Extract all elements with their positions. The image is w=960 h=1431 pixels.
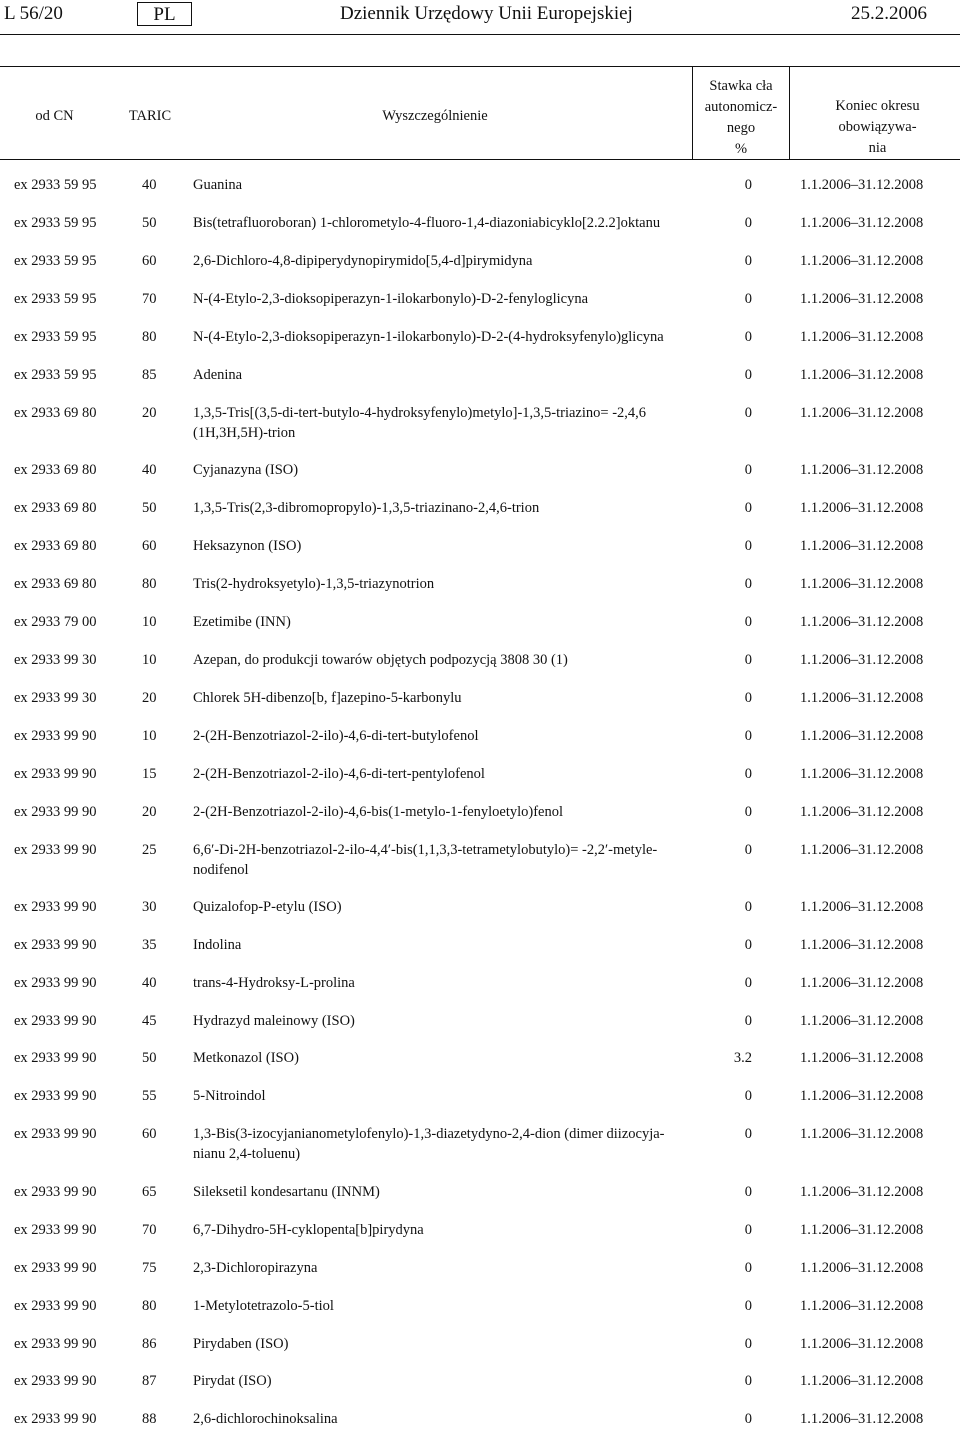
duty-rate: 0 xyxy=(744,1013,752,1029)
duty-rate: 0 xyxy=(744,576,752,592)
cn-code: ex 2933 69 80 xyxy=(14,462,97,478)
cn-code: ex 2933 69 80 xyxy=(14,576,97,592)
taric-code: 30 xyxy=(142,899,157,915)
duty-rate: 0 xyxy=(744,253,752,269)
validity-end: 1.1.2006–31.12.2008 xyxy=(800,1298,924,1314)
taric-code: 40 xyxy=(142,462,157,478)
duty-rate: 0 xyxy=(744,899,752,915)
rate-header-line-1: Stawka cła xyxy=(709,78,773,94)
rate-header-line-4: % xyxy=(734,141,748,157)
taric-code: 80 xyxy=(142,576,157,592)
cn-code: ex 2933 99 90 xyxy=(14,1298,97,1314)
taric-code: 10 xyxy=(142,614,157,630)
cn-code: ex 2933 99 30 xyxy=(14,652,97,668)
duty-rate: 3.2 xyxy=(733,1050,752,1066)
cn-code: ex 2933 99 90 xyxy=(14,766,97,782)
description: N-(4-Etylo-2,3-dioksopiperazyn-1-ilokarbonylo)-D-2-(4-hydroksyfenylo)glicyna xyxy=(193,329,664,345)
cn-code: ex 2933 99 90 xyxy=(14,842,97,858)
cn-code: ex 2933 59 95 xyxy=(14,253,97,269)
validity-end: 1.1.2006–31.12.2008 xyxy=(800,1050,924,1066)
cn-code: ex 2933 69 80 xyxy=(14,405,97,421)
duty-rate: 0 xyxy=(744,1411,752,1427)
validity-end: 1.1.2006–31.12.2008 xyxy=(800,1411,924,1427)
description: 5-Nitroindol xyxy=(193,1088,266,1104)
taric-code: 20 xyxy=(142,804,157,820)
taric-code: 86 xyxy=(142,1336,157,1352)
page-number: L 56/20 xyxy=(4,3,63,24)
description: 1,3,5-Tris[(3,5-di-tert-butylo-4-hydroksyfenylo)metylo]-1,3,5-triazino= -2,4,6 (1H,3H,5H)-trion xyxy=(193,405,647,441)
duty-rate: 0 xyxy=(744,405,752,421)
validity-end: 1.1.2006–31.12.2008 xyxy=(800,899,924,915)
description: 1,3,5-Tris(2,3-dibromopropylo)-1,3,5-triazinano-2,4,6-trion xyxy=(193,500,540,516)
cn-code: ex 2933 69 80 xyxy=(14,538,97,554)
taric-code: 70 xyxy=(142,291,157,307)
header-divider xyxy=(692,66,693,159)
description: Tris(2-hydroksyetylo)-1,3,5-triazynotrion xyxy=(193,576,435,592)
cn-code: ex 2933 59 95 xyxy=(14,177,97,193)
validity-end: 1.1.2006–31.12.2008 xyxy=(800,1373,924,1389)
taric-code: 20 xyxy=(142,405,157,421)
validity-end: 1.1.2006–31.12.2008 xyxy=(800,1336,924,1352)
validity-end: 1.1.2006–31.12.2008 xyxy=(800,1013,924,1029)
duty-rate: 0 xyxy=(744,1222,752,1238)
duty-rate: 0 xyxy=(744,1184,752,1200)
description: 1-Metylotetrazolo-5-tiol xyxy=(193,1298,334,1314)
taric-code: 55 xyxy=(142,1088,157,1104)
validity-end: 1.1.2006–31.12.2008 xyxy=(800,1126,924,1142)
issue-date: 25.2.2006 xyxy=(851,3,927,24)
validity-end: 1.1.2006–31.12.2008 xyxy=(800,576,924,592)
cn-code: ex 2933 99 90 xyxy=(14,1336,97,1352)
taric-code: 60 xyxy=(142,1126,157,1142)
duty-rate: 0 xyxy=(744,1088,752,1104)
description: 2,6-Dichloro-4,8-dipiperydynopirymido[5,4-d]pirymidyna xyxy=(193,253,533,269)
taric-code: 40 xyxy=(142,177,157,193)
taric-code: 20 xyxy=(142,690,157,706)
description: Pirydat (ISO) xyxy=(193,1373,272,1389)
validity-end: 1.1.2006–31.12.2008 xyxy=(800,652,924,668)
taric-code: 50 xyxy=(142,500,157,516)
description: Guanina xyxy=(193,177,243,193)
taric-code: 10 xyxy=(142,652,157,668)
cn-code: ex 2933 99 90 xyxy=(14,1222,97,1238)
description: Sileksetil kondesartanu (INNM) xyxy=(193,1184,380,1200)
taric-code: 87 xyxy=(142,1373,157,1389)
description: Metkonazol (ISO) xyxy=(193,1050,299,1066)
taric-code: 75 xyxy=(142,1260,157,1276)
duty-rate: 0 xyxy=(744,1260,752,1276)
table-header-rule xyxy=(0,159,960,160)
description: 2,6-dichlorochinoksalina xyxy=(193,1411,338,1427)
page-header xyxy=(0,0,960,36)
duty-rate: 0 xyxy=(744,728,752,744)
validity-end: 1.1.2006–31.12.2008 xyxy=(800,614,924,630)
cn-code: ex 2933 99 90 xyxy=(14,1184,97,1200)
taric-code: 60 xyxy=(142,253,157,269)
description: Bis(tetrafluoroboran) 1-chlorometylo-4-fluoro-1,4-diazoniabicyklo[2.2.2]oktanu xyxy=(193,215,661,231)
taric-code: 50 xyxy=(142,1050,157,1066)
header-rule xyxy=(0,34,960,35)
column-header-end-date xyxy=(795,96,960,159)
description: Adenina xyxy=(193,367,243,383)
duty-rate: 0 xyxy=(744,291,752,307)
column-header-taric: TARIC xyxy=(128,108,172,124)
cn-code: ex 2933 59 95 xyxy=(14,367,97,383)
validity-end: 1.1.2006–31.12.2008 xyxy=(800,367,924,383)
duty-rate: 0 xyxy=(744,614,752,630)
cn-code: ex 2933 99 90 xyxy=(14,1050,97,1066)
end-header-line-2: nia xyxy=(868,140,887,156)
validity-end: 1.1.2006–31.12.2008 xyxy=(800,405,924,421)
description: Chlorek 5H-dibenzo[b, f]azepino-5-karbonylu xyxy=(193,690,462,706)
validity-end: 1.1.2006–31.12.2008 xyxy=(800,1222,924,1238)
taric-code: 45 xyxy=(142,1013,157,1029)
column-header-rate xyxy=(693,76,789,160)
validity-end: 1.1.2006–31.12.2008 xyxy=(800,766,924,782)
cn-code: ex 2933 99 90 xyxy=(14,1373,97,1389)
description: Heksazynon (ISO) xyxy=(193,538,302,554)
taric-code: 85 xyxy=(142,367,157,383)
description: 6,6′-Di-2H-benzotriazol-2-ilo-4,4′-bis(1,1,3,3-tetrametylobutylo)= -2,2′-metyle-nodifenol xyxy=(193,842,658,878)
taric-code: 80 xyxy=(142,329,157,345)
cn-code: ex 2933 79 00 xyxy=(14,614,97,630)
validity-end: 1.1.2006–31.12.2008 xyxy=(800,1184,924,1200)
cn-code: ex 2933 99 90 xyxy=(14,975,97,991)
description: 2,3-Dichloropirazyna xyxy=(193,1260,318,1276)
description: 2-(2H-Benzotriazol-2-ilo)-4,6-di-tert-pentylofenol xyxy=(193,766,485,782)
taric-code: 15 xyxy=(142,766,157,782)
description: 1,3-Bis(3-izocyjanianometylofenylo)-1,3-diazetydyno-2,4-dion (dimer diizocyja-nianu 2,4-toluenu) xyxy=(193,1126,665,1162)
cn-code: ex 2933 99 90 xyxy=(14,1126,97,1142)
description: Pirydaben (ISO) xyxy=(193,1336,289,1352)
duty-rate: 0 xyxy=(744,1126,752,1142)
duty-rate: 0 xyxy=(744,500,752,516)
taric-code: 65 xyxy=(142,1184,157,1200)
language-box: PL xyxy=(137,2,192,26)
cn-code: ex 2933 59 95 xyxy=(14,215,97,231)
validity-end: 1.1.2006–31.12.2008 xyxy=(800,177,924,193)
duty-rate: 0 xyxy=(744,1298,752,1314)
taric-code: 40 xyxy=(142,975,157,991)
cn-code: ex 2933 59 95 xyxy=(14,329,97,345)
duty-rate: 0 xyxy=(744,462,752,478)
cn-code: ex 2933 99 90 xyxy=(14,899,97,915)
taric-code: 50 xyxy=(142,215,157,231)
duty-rate: 0 xyxy=(744,937,752,953)
duty-rate: 0 xyxy=(744,975,752,991)
column-header-cn: od CN xyxy=(35,108,74,124)
validity-end: 1.1.2006–31.12.2008 xyxy=(800,253,924,269)
taric-code: 25 xyxy=(142,842,157,858)
cn-code: ex 2933 99 30 xyxy=(14,690,97,706)
rate-header-line-2: autonomicz- xyxy=(704,99,778,115)
taric-code: 35 xyxy=(142,937,157,953)
cn-code: ex 2933 99 90 xyxy=(14,937,97,953)
duty-rate: 0 xyxy=(744,690,752,706)
journal-title: Dziennik Urzędowy Unii Europejskiej xyxy=(340,3,633,24)
duty-rate: 0 xyxy=(744,538,752,554)
description: trans-4-Hydroksy-L-prolina xyxy=(193,975,355,991)
description: Indolina xyxy=(193,937,242,953)
description: 6,7-Dihydro-5H-cyklopenta[b]pirydyna xyxy=(193,1222,424,1238)
taric-code: 70 xyxy=(142,1222,157,1238)
validity-end: 1.1.2006–31.12.2008 xyxy=(800,975,924,991)
validity-end: 1.1.2006–31.12.2008 xyxy=(800,728,924,744)
description: N-(4-Etylo-2,3-dioksopiperazyn-1-ilokarbonylo)-D-2-fenyloglicyna xyxy=(193,291,589,307)
taric-code: 80 xyxy=(142,1298,157,1314)
taric-code: 88 xyxy=(142,1411,157,1427)
description: Azepan, do produkcji towarów objętych podpozycją 3808 30 (1) xyxy=(193,652,568,668)
validity-end: 1.1.2006–31.12.2008 xyxy=(800,1088,924,1104)
rate-header-line-3: nego xyxy=(726,120,756,136)
description: 2-(2H-Benzotriazol-2-ilo)-4,6-di-tert-butylofenol xyxy=(193,728,479,744)
duty-rate: 0 xyxy=(744,842,752,858)
description: Hydrazyd maleinowy (ISO) xyxy=(193,1013,355,1029)
cn-code: ex 2933 69 80 xyxy=(14,500,97,516)
cn-code: ex 2933 99 90 xyxy=(14,1260,97,1276)
column-header-description: Wyszczególnienie xyxy=(382,108,488,124)
table-top-rule xyxy=(0,66,960,67)
validity-end: 1.1.2006–31.12.2008 xyxy=(800,329,924,345)
header-divider xyxy=(789,66,790,159)
cn-code: ex 2933 59 95 xyxy=(14,291,97,307)
validity-end: 1.1.2006–31.12.2008 xyxy=(800,291,924,307)
validity-end: 1.1.2006–31.12.2008 xyxy=(800,937,924,953)
cn-code: ex 2933 99 90 xyxy=(14,728,97,744)
cn-code: ex 2933 99 90 xyxy=(14,1013,97,1029)
taric-code: 10 xyxy=(142,728,157,744)
end-header-line-1: Koniec okresu obowiązywa- xyxy=(835,98,920,135)
duty-rate: 0 xyxy=(744,766,752,782)
validity-end: 1.1.2006–31.12.2008 xyxy=(800,500,924,516)
validity-end: 1.1.2006–31.12.2008 xyxy=(800,538,924,554)
duty-rate: 0 xyxy=(744,215,752,231)
taric-code: 60 xyxy=(142,538,157,554)
validity-end: 1.1.2006–31.12.2008 xyxy=(800,1260,924,1276)
description: Cyjanazyna (ISO) xyxy=(193,462,299,478)
duty-rate: 0 xyxy=(744,329,752,345)
validity-end: 1.1.2006–31.12.2008 xyxy=(800,690,924,706)
cn-code: ex 2933 99 90 xyxy=(14,1088,97,1104)
cn-code: ex 2933 99 90 xyxy=(14,804,97,820)
duty-rate: 0 xyxy=(744,367,752,383)
validity-end: 1.1.2006–31.12.2008 xyxy=(800,804,924,820)
duty-rate: 0 xyxy=(744,652,752,668)
description: Ezetimibe (INN) xyxy=(193,614,291,630)
validity-end: 1.1.2006–31.12.2008 xyxy=(800,215,924,231)
duty-rate: 0 xyxy=(744,1373,752,1389)
validity-end: 1.1.2006–31.12.2008 xyxy=(800,462,924,478)
duty-rate: 0 xyxy=(744,177,752,193)
duty-rate: 0 xyxy=(744,804,752,820)
duty-rate: 0 xyxy=(744,1336,752,1352)
description: Quizalofop-P-etylu (ISO) xyxy=(193,899,342,915)
description: 2-(2H-Benzotriazol-2-ilo)-4,6-bis(1-metylo-1-fenyloetylo)fenol xyxy=(193,804,564,820)
validity-end: 1.1.2006–31.12.2008 xyxy=(800,842,924,858)
cn-code: ex 2933 99 90 xyxy=(14,1411,97,1427)
